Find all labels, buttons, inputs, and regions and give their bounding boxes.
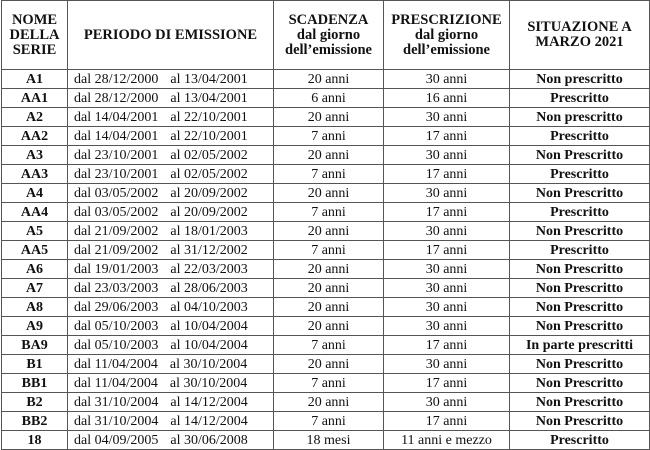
cell-situazione: Non Prescritto [510, 317, 650, 336]
cell-serie: A2 [2, 108, 68, 127]
cell-periodo [68, 241, 274, 260]
cell-serie: AA3 [2, 165, 68, 184]
cell-serie: A9 [2, 317, 68, 336]
cell-periodo-dal: dal 05/10/2003 [74, 318, 159, 334]
cell-prescrizione: 30 anni [384, 70, 510, 89]
table-row [2, 374, 650, 393]
cell-periodo-dal: dal 31/10/2004 [74, 413, 159, 429]
cell-periodo-al: al 30/10/2004 [169, 375, 248, 391]
cell-situazione: Non Prescritto [510, 298, 650, 317]
table-row [2, 241, 650, 260]
cell-periodo-dal: dal 23/10/2001 [74, 166, 159, 182]
table-row [2, 412, 650, 431]
cell-prescrizione: 30 anni [384, 146, 510, 165]
cell-periodo [68, 355, 274, 374]
cell-serie: AA4 [2, 203, 68, 222]
cell-serie: A5 [2, 222, 68, 241]
cell-serie: B2 [2, 393, 68, 412]
cell-periodo-al: al 10/04/2004 [170, 318, 248, 334]
cell-scadenza: 7 anni [274, 374, 384, 393]
cell-periodo-dal: dal 21/09/2002 [74, 223, 159, 239]
cell-serie: BB2 [2, 412, 68, 431]
cell-situazione: Non Prescritto [510, 146, 650, 165]
cell-scadenza: 20 anni [274, 355, 384, 374]
header-periodo: PERIODO DI EMISSIONE [68, 1, 274, 70]
cell-periodo [68, 108, 274, 127]
cell-prescrizione: 11 anni e mezzo [384, 431, 510, 450]
cell-prescrizione: 30 anni [384, 317, 510, 336]
table-body [2, 70, 650, 450]
cell-prescrizione: 17 anni [384, 412, 510, 431]
cell-scadenza: 20 anni [274, 108, 384, 127]
cell-situazione: Non Prescritto [510, 374, 650, 393]
cell-scadenza: 20 anni [274, 222, 384, 241]
cell-periodo [68, 374, 274, 393]
cell-serie: A6 [2, 260, 68, 279]
buoni-table [1, 0, 650, 450]
cell-serie: AA5 [2, 241, 68, 260]
header-situazione: SITUAZIONE A MARZO 2021 [510, 1, 650, 70]
cell-situazione: Non Prescritto [510, 279, 650, 298]
cell-situazione: In parte prescritti [510, 336, 650, 355]
header-serie: NOME DELLA SERIE [2, 1, 68, 70]
cell-prescrizione: 17 anni [384, 336, 510, 355]
cell-situazione: Prescritto [510, 127, 650, 146]
table-row [2, 431, 650, 450]
cell-periodo-dal: dal 23/03/2003 [74, 280, 159, 296]
cell-periodo [68, 317, 274, 336]
cell-situazione: Non Prescritto [510, 412, 650, 431]
cell-prescrizione: 30 anni [384, 355, 510, 374]
cell-periodo [68, 279, 274, 298]
cell-situazione: Non prescritto [510, 108, 650, 127]
cell-situazione: Prescritto [510, 165, 650, 184]
cell-scadenza: 6 anni [274, 89, 384, 108]
cell-periodo-dal: dal 03/05/2002 [74, 185, 159, 201]
cell-periodo-al: al 13/04/2001 [170, 71, 248, 87]
cell-periodo [68, 412, 274, 431]
cell-periodo [68, 431, 274, 450]
table-row [2, 336, 650, 355]
cell-prescrizione: 17 anni [384, 203, 510, 222]
cell-serie: A7 [2, 279, 68, 298]
cell-periodo-dal: dal 04/09/2005 [74, 432, 159, 448]
cell-periodo [68, 127, 274, 146]
cell-situazione: Non Prescritto [510, 260, 650, 279]
cell-prescrizione: 30 anni [384, 393, 510, 412]
cell-prescrizione: 17 anni [384, 374, 510, 393]
cell-serie: AA2 [2, 127, 68, 146]
cell-periodo-al: al 04/10/2003 [170, 299, 248, 315]
cell-situazione: Non Prescritto [510, 222, 650, 241]
cell-scadenza: 20 anni [274, 317, 384, 336]
table-row [2, 165, 650, 184]
cell-periodo-al: al 20/09/2002 [170, 185, 248, 201]
cell-scadenza: 7 anni [274, 203, 384, 222]
cell-periodo-dal: dal 31/10/2004 [74, 394, 159, 410]
cell-periodo [68, 184, 274, 203]
cell-scadenza: 20 anni [274, 184, 384, 203]
cell-periodo-al: al 20/09/2002 [170, 204, 248, 220]
cell-situazione: Prescritto [510, 203, 650, 222]
cell-periodo-dal: dal 03/05/2002 [74, 204, 159, 220]
cell-periodo [68, 298, 274, 317]
cell-prescrizione: 17 anni [384, 127, 510, 146]
cell-periodo [68, 146, 274, 165]
cell-scadenza: 20 anni [274, 279, 384, 298]
cell-serie: B1 [2, 355, 68, 374]
table-row [2, 127, 650, 146]
cell-prescrizione: 30 anni [384, 260, 510, 279]
cell-scadenza: 20 anni [274, 298, 384, 317]
table-row [2, 317, 650, 336]
cell-periodo [68, 70, 274, 89]
table-row [2, 89, 650, 108]
cell-prescrizione: 30 anni [384, 298, 510, 317]
cell-periodo [68, 336, 274, 355]
table-row [2, 108, 650, 127]
table-row [2, 184, 650, 203]
header-scadenza: SCADENZA dal giorno dell’emissione [274, 1, 384, 70]
table-row [2, 279, 650, 298]
cell-prescrizione: 17 anni [384, 241, 510, 260]
cell-situazione: Prescritto [510, 89, 650, 108]
cell-situazione: Non prescritto [510, 70, 650, 89]
cell-periodo-al: al 18/01/2003 [170, 223, 248, 239]
cell-situazione: Non Prescritto [510, 393, 650, 412]
cell-periodo-al: al 13/04/2001 [170, 90, 248, 106]
cell-periodo-al: al 28/06/2003 [170, 280, 248, 296]
cell-periodo-dal: dal 23/10/2001 [74, 147, 159, 163]
cell-serie: A8 [2, 298, 68, 317]
cell-periodo-dal: dal 29/06/2003 [74, 299, 159, 315]
cell-scadenza: 7 anni [274, 127, 384, 146]
header-prescrizione: PRESCRIZIONE dal giorno dell’emissione [384, 1, 510, 70]
table-row [2, 70, 650, 89]
cell-periodo-dal: dal 28/12/2000 [74, 71, 159, 87]
cell-periodo [68, 89, 274, 108]
cell-serie: BA9 [2, 336, 68, 355]
cell-serie: BB1 [2, 374, 68, 393]
cell-situazione: Prescritto [510, 431, 650, 450]
cell-serie: A4 [2, 184, 68, 203]
cell-serie: A3 [2, 146, 68, 165]
cell-prescrizione: 30 anni [384, 184, 510, 203]
table-row [2, 393, 650, 412]
cell-periodo-dal: dal 19/01/2003 [74, 261, 159, 277]
cell-periodo-dal: dal 11/04/2004 [74, 356, 158, 372]
cell-periodo-al: al 30/06/2008 [170, 432, 248, 448]
cell-periodo-al: al 14/12/2004 [170, 394, 248, 410]
cell-periodo-al: al 22/03/2003 [170, 261, 248, 277]
cell-periodo [68, 260, 274, 279]
header-row [2, 1, 650, 70]
cell-periodo-al: al 22/10/2001 [170, 128, 248, 144]
table-row [2, 146, 650, 165]
cell-periodo-al: al 02/05/2002 [170, 147, 248, 163]
cell-scadenza: 20 anni [274, 393, 384, 412]
cell-periodo [68, 165, 274, 184]
cell-periodo-dal: dal 21/09/2002 [74, 242, 159, 258]
cell-periodo [68, 222, 274, 241]
cell-periodo [68, 393, 274, 412]
cell-prescrizione: 17 anni [384, 165, 510, 184]
cell-situazione: Non Prescritto [510, 184, 650, 203]
cell-prescrizione: 16 anni [384, 89, 510, 108]
cell-scadenza: 7 anni [274, 241, 384, 260]
cell-scadenza: 7 anni [274, 412, 384, 431]
cell-scadenza: 7 anni [274, 165, 384, 184]
cell-scadenza: 20 anni [274, 146, 384, 165]
table-row [2, 203, 650, 222]
cell-periodo-al: al 31/12/2002 [170, 242, 248, 258]
cell-scadenza: 7 anni [274, 336, 384, 355]
cell-periodo-dal: dal 11/04/2004 [74, 375, 158, 391]
cell-situazione: Non Prescritto [510, 355, 650, 374]
table-row [2, 298, 650, 317]
cell-periodo-dal: dal 28/12/2000 [74, 90, 159, 106]
cell-scadenza: 20 anni [274, 260, 384, 279]
cell-prescrizione: 30 anni [384, 108, 510, 127]
cell-serie: AA1 [2, 89, 68, 108]
table-row [2, 355, 650, 374]
cell-serie: A1 [2, 70, 68, 89]
cell-periodo-dal: dal 05/10/2003 [74, 337, 159, 353]
cell-scadenza: 20 anni [274, 70, 384, 89]
cell-periodo-al: al 10/04/2004 [170, 337, 248, 353]
table-row [2, 260, 650, 279]
cell-prescrizione: 30 anni [384, 222, 510, 241]
cell-scadenza: 18 mesi [274, 431, 384, 450]
cell-periodo-al: al 14/12/2004 [170, 413, 248, 429]
cell-serie: 18 [2, 431, 68, 450]
cell-periodo-al: al 30/10/2004 [169, 356, 248, 372]
cell-periodo-al: al 02/05/2002 [170, 166, 248, 182]
table-row [2, 222, 650, 241]
cell-situazione: Prescritto [510, 241, 650, 260]
cell-prescrizione: 30 anni [384, 279, 510, 298]
cell-periodo-dal: dal 14/04/2001 [74, 109, 159, 125]
cell-periodo-al: al 22/10/2001 [170, 109, 248, 125]
cell-periodo [68, 203, 274, 222]
cell-periodo-dal: dal 14/04/2001 [74, 128, 159, 144]
